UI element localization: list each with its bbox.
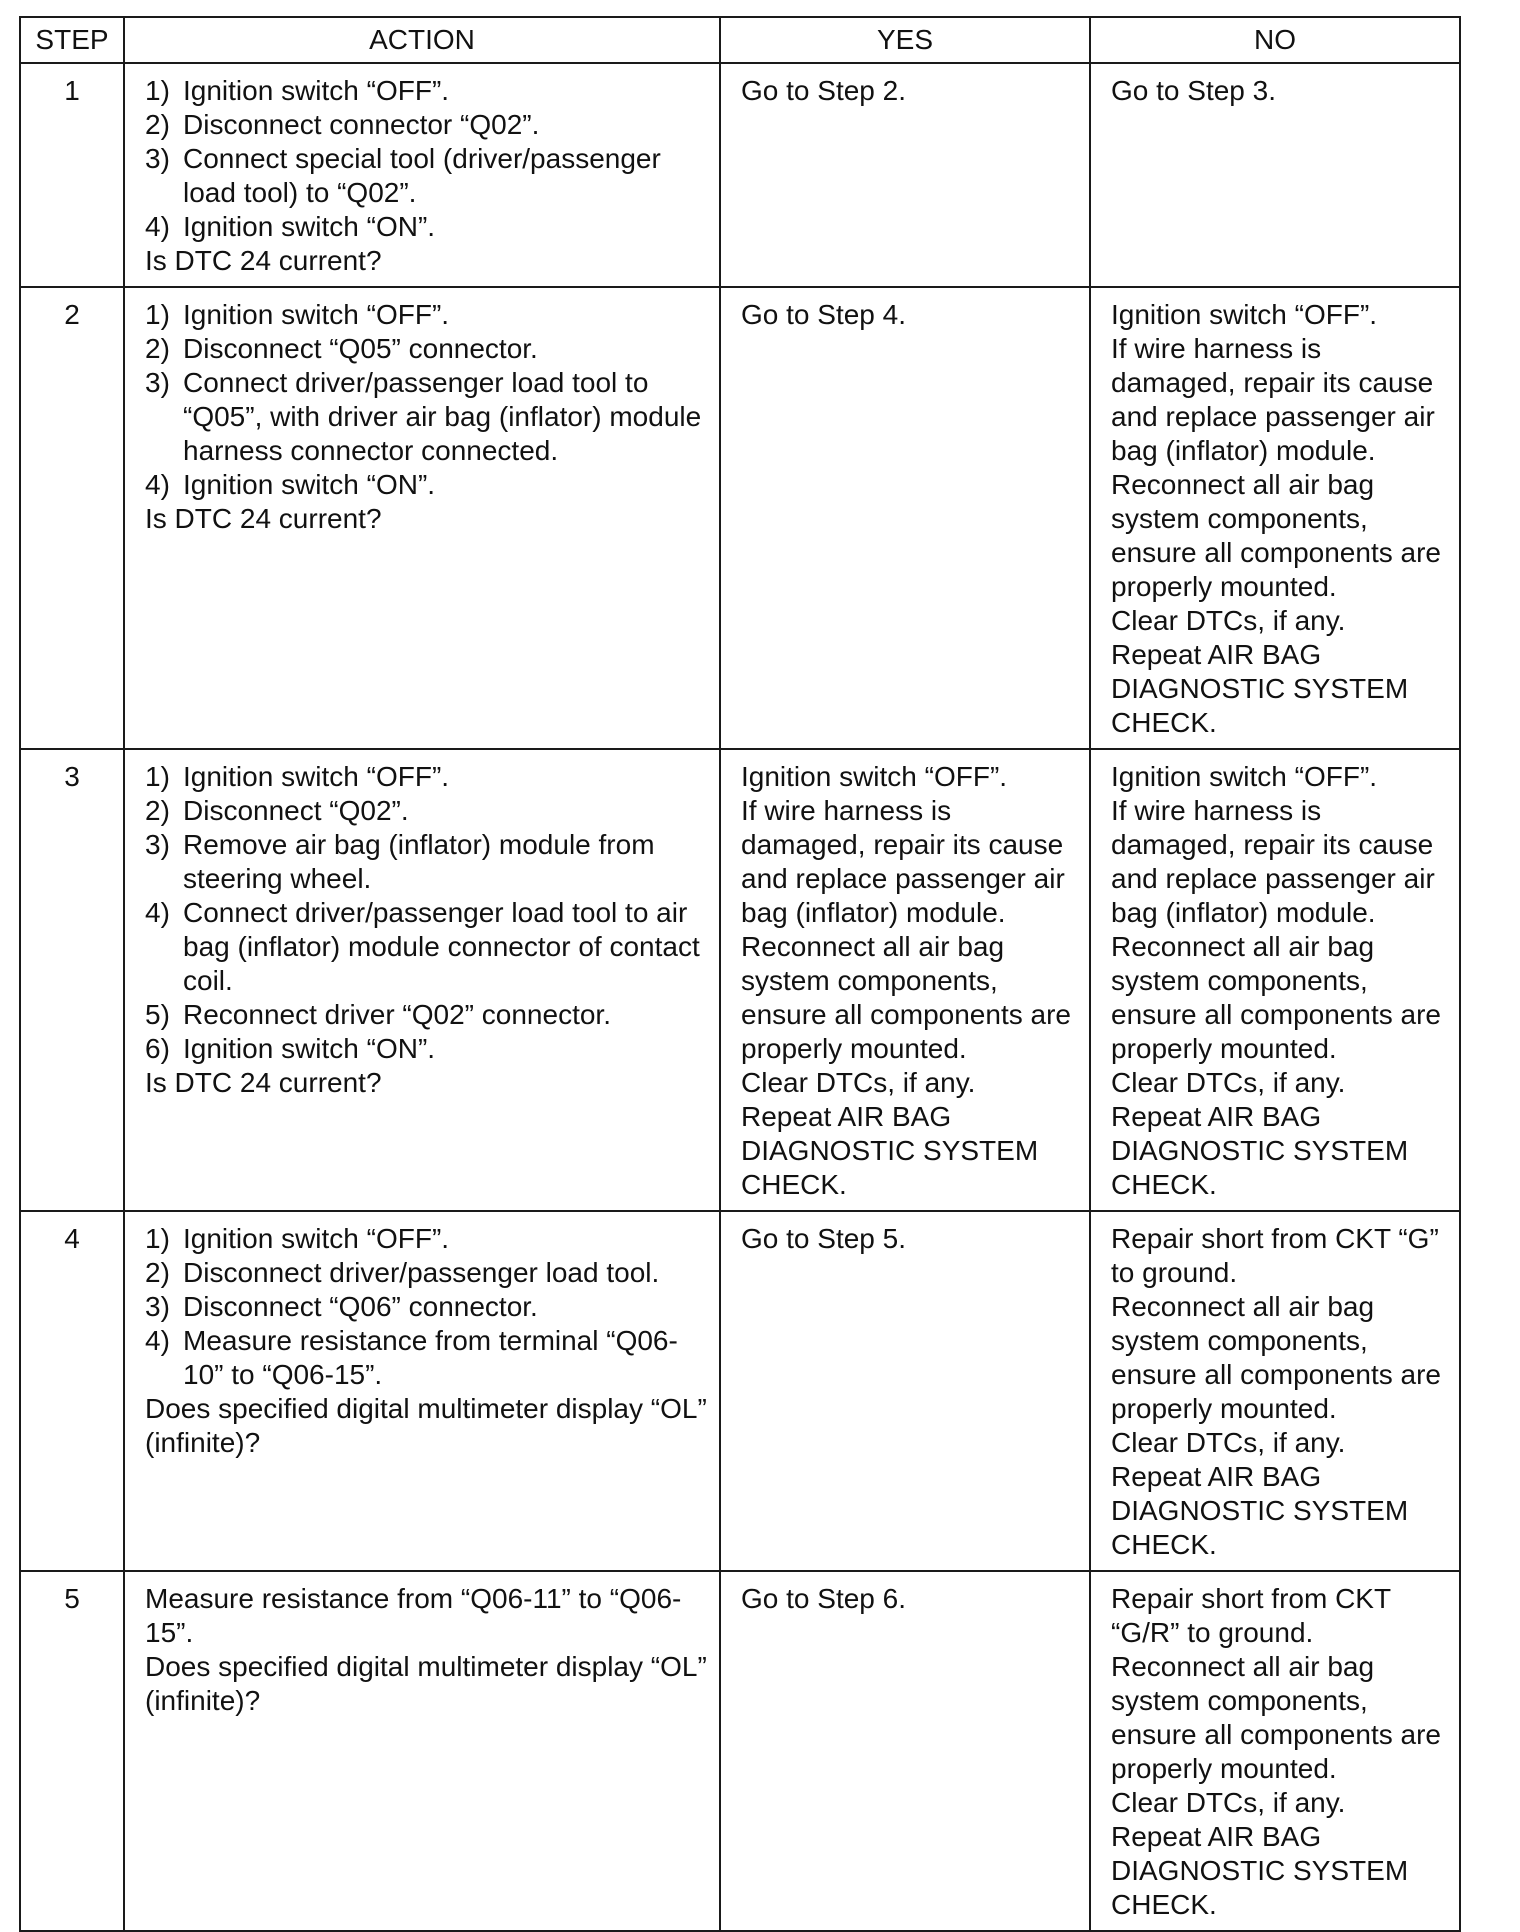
no-result-line: and replace passenger air [1111, 863, 1435, 894]
no-result-line: ensure all components are [1111, 1719, 1441, 1750]
no-result-line: to ground. [1111, 1257, 1238, 1288]
yes-result-cell [720, 749, 1090, 1211]
action-step-item [145, 828, 711, 896]
action-step-text: Ignition switch “ON”. [183, 1033, 436, 1064]
action-step-number: 6) [145, 1033, 170, 1064]
no-result-line: Clear DTCs, if any. [1111, 1427, 1346, 1458]
no-result-line: DIAGNOSTIC SYSTEM [1111, 1855, 1409, 1886]
action-cell [124, 63, 720, 287]
header-action: ACTION [124, 17, 720, 63]
no-result-line: properly mounted. [1111, 1393, 1337, 1424]
no-result-line: Repair short from CKT [1111, 1583, 1392, 1614]
table-row [20, 749, 1460, 1211]
action-step-text: Ignition switch “OFF”. [183, 75, 450, 106]
action-cell [124, 1211, 720, 1571]
action-step-number: 2) [145, 333, 170, 364]
yes-result-line: Go to Step 4. [741, 299, 906, 330]
table-row [20, 287, 1460, 749]
action-step-item [145, 1032, 711, 1066]
action-step-text: Disconnect “Q06” connector. [183, 1291, 538, 1322]
no-result-line: damaged, repair its cause [1111, 367, 1434, 398]
no-result-line: Go to Step 3. [1111, 75, 1276, 106]
action-step-text: Disconnect connector “Q02”. [183, 109, 540, 140]
step-number: 1 [20, 63, 124, 287]
yes-result-line: properly mounted. [741, 1033, 967, 1064]
action-step-text: Ignition switch “ON”. [183, 469, 436, 500]
no-result-line: properly mounted. [1111, 1753, 1337, 1784]
table-header-row [20, 17, 1460, 63]
no-result-line: Clear DTCs, if any. [1111, 1787, 1346, 1818]
step-number: 3 [20, 749, 124, 1211]
no-result-line: properly mounted. [1111, 571, 1337, 602]
action-step-item [145, 896, 711, 998]
action-step-item [145, 1290, 711, 1324]
no-result-line: CHECK. [1111, 1169, 1217, 1200]
no-result-line: system components, [1111, 1325, 1368, 1356]
yes-result-line: ensure all components are [741, 999, 1071, 1030]
action-step-text: Remove air bag (inflator) module from steering wheel. [183, 829, 655, 894]
action-step-item [145, 210, 711, 244]
no-result-line: DIAGNOSTIC SYSTEM [1111, 1135, 1409, 1166]
no-result-line: CHECK. [1111, 1529, 1217, 1560]
yes-result-line: bag (inflator) module. [741, 897, 1006, 928]
action-cell [124, 749, 720, 1211]
action-step-number: 4) [145, 1325, 170, 1356]
table-row [20, 1211, 1460, 1571]
no-result-line: Repair short from CKT “G” [1111, 1223, 1439, 1254]
yes-result-cell [720, 63, 1090, 287]
action-step-number: 4) [145, 897, 170, 928]
no-result-line: Ignition switch “OFF”. [1111, 299, 1378, 330]
no-result-line: Ignition switch “OFF”. [1111, 761, 1378, 792]
action-step-text: Reconnect driver “Q02” connector. [183, 999, 611, 1030]
header-yes: YES [720, 17, 1090, 63]
no-result-line: bag (inflator) module. [1111, 435, 1376, 466]
action-step-item [145, 760, 711, 794]
yes-result-cell [720, 1211, 1090, 1571]
table-row [20, 63, 1460, 287]
action-question: Does specified digital multimeter display “OL” (infinite)? [145, 1651, 707, 1716]
no-result-cell [1090, 1211, 1460, 1571]
no-result-line: Reconnect all air bag [1111, 469, 1375, 500]
action-step-number: 1) [145, 1223, 170, 1254]
no-result-line: “G/R” to ground. [1111, 1617, 1314, 1648]
action-step-text: Connect special tool (driver/passenger load tool) to “Q02”. [183, 143, 661, 208]
no-result-line: system components, [1111, 1685, 1368, 1716]
action-question: Does specified digital multimeter display “OL” (infinite)? [145, 1393, 707, 1458]
no-result-line: Reconnect all air bag [1111, 931, 1375, 962]
no-result-line: Repeat AIR BAG [1111, 1461, 1322, 1492]
action-step-item [145, 74, 711, 108]
no-result-line: CHECK. [1111, 1889, 1217, 1920]
action-step-text: Ignition switch “OFF”. [183, 1223, 450, 1254]
no-result-line: system components, [1111, 965, 1368, 996]
step-number: 4 [20, 1211, 124, 1571]
no-result-line: Clear DTCs, if any. [1111, 1067, 1346, 1098]
action-step-number: 3) [145, 367, 170, 398]
no-result-line: DIAGNOSTIC SYSTEM [1111, 673, 1409, 704]
action-step-item [145, 142, 711, 210]
no-result-line: DIAGNOSTIC SYSTEM [1111, 1495, 1409, 1526]
action-step-number: 2) [145, 1257, 170, 1288]
no-result-line: Repeat AIR BAG [1111, 1101, 1322, 1132]
action-step-text: Disconnect driver/passenger load tool. [183, 1257, 660, 1288]
yes-result-line: Clear DTCs, if any. [741, 1067, 976, 1098]
yes-result-line: DIAGNOSTIC SYSTEM [741, 1135, 1039, 1166]
action-step-number: 2) [145, 795, 170, 826]
action-step-item [145, 1324, 711, 1392]
action-step-text: Connect driver/passenger load tool to “Q05”, with driver air bag (inflator) module harness connector connected. [183, 367, 702, 466]
no-result-line: If wire harness is [1111, 795, 1322, 826]
action-step-text: Ignition switch “OFF”. [183, 299, 450, 330]
header-no: NO [1090, 17, 1460, 63]
no-result-line: Repeat AIR BAG [1111, 1821, 1322, 1852]
yes-result-line: Go to Step 2. [741, 75, 906, 106]
no-result-cell [1090, 287, 1460, 749]
no-result-line: properly mounted. [1111, 1033, 1337, 1064]
yes-result-line: If wire harness is [741, 795, 952, 826]
action-step-item [145, 366, 711, 468]
no-result-line: bag (inflator) module. [1111, 897, 1376, 928]
action-cell [124, 1571, 720, 1931]
diagnostic-table [19, 16, 1461, 1932]
action-step-number: 1) [145, 299, 170, 330]
table-body [20, 63, 1460, 1931]
action-step-item [145, 794, 711, 828]
action-step-item [145, 468, 711, 502]
action-step-number: 3) [145, 1291, 170, 1322]
yes-result-line: Reconnect all air bag [741, 931, 1005, 962]
action-step-item [145, 1222, 711, 1256]
action-step-item [145, 1256, 711, 1290]
no-result-line: Reconnect all air bag [1111, 1291, 1375, 1322]
action-step-text: Disconnect “Q02”. [183, 795, 409, 826]
action-question: Measure resistance from “Q06-11” to “Q06-15”. [145, 1583, 682, 1648]
action-question: Is DTC 24 current? [145, 245, 382, 276]
no-result-line: ensure all components are [1111, 537, 1441, 568]
step-number: 5 [20, 1571, 124, 1931]
yes-result-line: damaged, repair its cause [741, 829, 1064, 860]
no-result-line: Clear DTCs, if any. [1111, 605, 1346, 636]
table-row [20, 1571, 1460, 1931]
action-step-text: Connect driver/passenger load tool to air bag (inflator) module connector of contact coil. [183, 897, 700, 996]
no-result-line: and replace passenger air [1111, 401, 1435, 432]
action-step-item [145, 298, 711, 332]
no-result-line: CHECK. [1111, 707, 1217, 738]
yes-result-line: CHECK. [741, 1169, 847, 1200]
action-step-text: Disconnect “Q05” connector. [183, 333, 538, 364]
action-step-text: Ignition switch “ON”. [183, 211, 436, 242]
action-step-number: 4) [145, 469, 170, 500]
yes-result-line: Go to Step 5. [741, 1223, 906, 1254]
no-result-cell [1090, 1571, 1460, 1931]
no-result-line: If wire harness is [1111, 333, 1322, 364]
action-step-number: 1) [145, 761, 170, 792]
no-result-line: Reconnect all air bag [1111, 1651, 1375, 1682]
yes-result-cell [720, 287, 1090, 749]
action-step-text: Ignition switch “OFF”. [183, 761, 450, 792]
action-cell [124, 287, 720, 749]
action-step-number: 2) [145, 109, 170, 140]
action-step-item [145, 108, 711, 142]
no-result-cell [1090, 63, 1460, 287]
action-step-item [145, 332, 711, 366]
yes-result-line: and replace passenger air [741, 863, 1065, 894]
no-result-line: ensure all components are [1111, 1359, 1441, 1390]
action-step-item [145, 998, 711, 1032]
no-result-line: ensure all components are [1111, 999, 1441, 1030]
yes-result-line: Ignition switch “OFF”. [741, 761, 1008, 792]
action-question: Is DTC 24 current? [145, 503, 382, 534]
no-result-line: system components, [1111, 503, 1368, 534]
action-question: Is DTC 24 current? [145, 1067, 382, 1098]
action-step-number: 1) [145, 75, 170, 106]
action-step-number: 5) [145, 999, 170, 1030]
no-result-line: Repeat AIR BAG [1111, 639, 1322, 670]
no-result-line: damaged, repair its cause [1111, 829, 1434, 860]
yes-result-line: Repeat AIR BAG [741, 1101, 952, 1132]
header-step: STEP [20, 17, 124, 63]
yes-result-line: Go to Step 6. [741, 1583, 906, 1614]
action-step-number: 3) [145, 143, 170, 174]
yes-result-line: system components, [741, 965, 998, 996]
action-step-number: 4) [145, 211, 170, 242]
yes-result-cell [720, 1571, 1090, 1931]
no-result-cell [1090, 749, 1460, 1211]
step-number: 2 [20, 287, 124, 749]
action-step-text: Measure resistance from terminal “Q06-10” to “Q06-15”. [183, 1325, 678, 1390]
action-step-number: 3) [145, 829, 170, 860]
